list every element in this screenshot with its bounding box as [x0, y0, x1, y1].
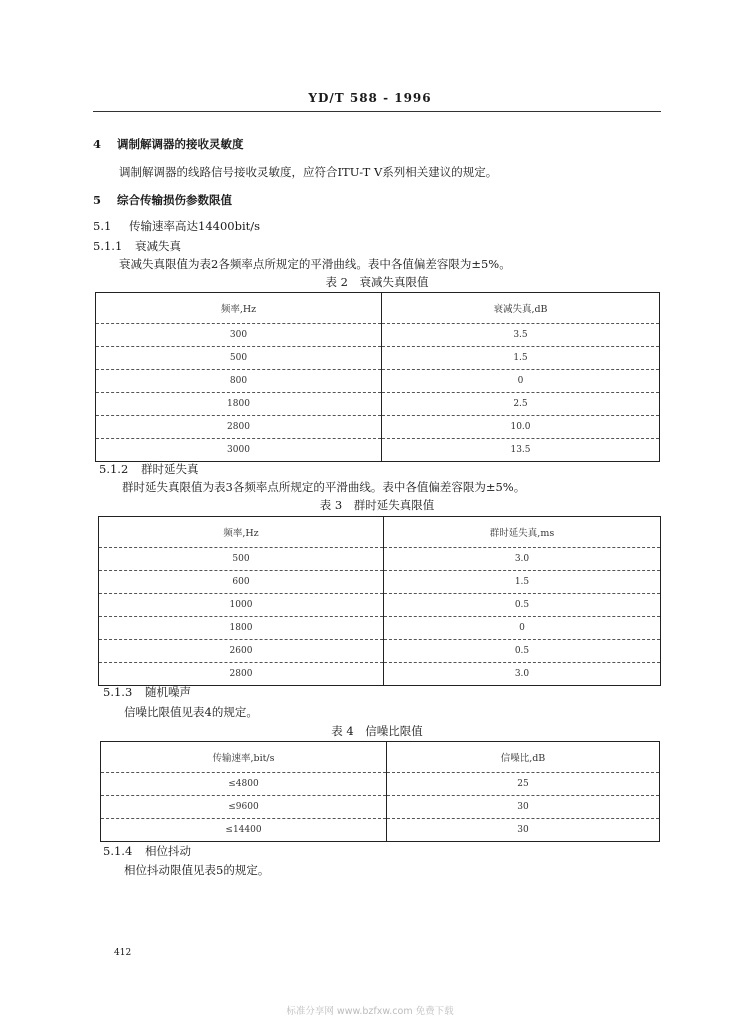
section-title: 群时延失真	[141, 462, 199, 476]
table-row	[99, 594, 661, 617]
table-cell: 500	[99, 548, 384, 571]
document-header: YD/T 588 - 1996	[308, 91, 432, 105]
section-title: 综合传输损伤参数限值	[117, 193, 232, 207]
table-2	[95, 292, 660, 462]
section-5-1-3-body: 信噪比限值见表4的规定。	[124, 705, 258, 719]
table-row	[99, 640, 661, 663]
table-cell: 600	[99, 571, 384, 594]
table-cell: 3000	[96, 439, 382, 462]
table-row	[96, 416, 660, 439]
section-5-1-4-body: 相位抖动限值见表5的规定。	[124, 863, 270, 877]
table-row	[96, 439, 660, 462]
table-row	[99, 663, 661, 686]
section-4-heading	[93, 136, 244, 152]
section-number: 5.1.2	[99, 462, 129, 476]
header-rule	[93, 111, 661, 112]
section-title: 衰减失真	[135, 239, 181, 253]
section-title: 随机噪声	[145, 685, 191, 699]
table-cell: 0	[382, 370, 660, 393]
watermark: 标准分享网 www.bzfxw.com 免费下载	[286, 1006, 454, 1017]
header-cell: 传输速率,bit/s	[101, 742, 387, 773]
header-cell: 衰减失真,dB	[493, 304, 548, 315]
section-number: 5.1.4	[103, 844, 133, 858]
table-cell: 13.5	[382, 439, 660, 462]
table-row	[99, 571, 661, 594]
table-cell: 1.5	[382, 347, 660, 370]
table-row	[99, 548, 661, 571]
page-number: 412	[114, 948, 132, 958]
table-row	[96, 393, 660, 416]
table-row	[101, 773, 660, 796]
section-number: 5	[93, 193, 102, 207]
table-cell: 25	[387, 773, 660, 796]
table-cell: 1800	[99, 617, 384, 640]
table-cell: 3.5	[382, 324, 660, 347]
section-5-heading	[93, 192, 232, 208]
table-cell: 10.0	[382, 416, 660, 439]
section-number: 4	[93, 137, 102, 151]
table-4	[100, 741, 660, 842]
table-3	[98, 516, 661, 686]
table-cell: 500	[96, 347, 382, 370]
table-header-row	[96, 293, 660, 324]
table-cell: 30	[387, 819, 660, 842]
header-cell: 信噪比,dB	[500, 753, 546, 764]
table-cell: 2800	[96, 416, 382, 439]
table-cell: 1000	[99, 594, 384, 617]
table-cell: 30	[387, 796, 660, 819]
section-5-1-2-body: 群时延失真限值为表3各频率点所规定的平滑曲线。表中各值偏差容限为±5%。	[122, 480, 526, 494]
section-title: 传输速率高达14400bit/s	[129, 219, 261, 233]
table-cell: 1.5	[384, 571, 661, 594]
header-cell: 频率,Hz	[99, 517, 384, 548]
section-4-body: 调制解调器的线路信号接收灵敏度，应符合ITU-T V系列相关建议的规定。	[119, 165, 498, 179]
table-row	[96, 370, 660, 393]
section-5-1-heading	[93, 218, 260, 234]
table-row	[101, 819, 660, 842]
table-cell: ≤9600	[101, 796, 387, 819]
section-title: 调制解调器的接收灵敏度	[117, 137, 244, 151]
section-5-1-2-heading	[99, 461, 199, 477]
section-5-1-1-body: 衰减失真限值为表2各频率点所规定的平滑曲线。表中各值偏差容限为±5%。	[119, 257, 511, 271]
section-number: 5.1	[93, 219, 112, 233]
table-row	[99, 617, 661, 640]
table-header-row	[101, 742, 660, 773]
table-4-caption: 表 4 信噪比限值	[331, 724, 423, 738]
section-5-1-4-heading	[103, 843, 191, 859]
table-cell: 0	[384, 617, 661, 640]
table-cell: 3.0	[384, 548, 661, 571]
table-cell: 1800	[96, 393, 382, 416]
table-3-caption: 表 3 群时延失真限值	[319, 498, 435, 512]
table-row	[96, 347, 660, 370]
header-cell: 频率,Hz	[96, 293, 382, 324]
section-number: 5.1.3	[103, 685, 133, 699]
table-cell: 2.5	[382, 393, 660, 416]
table-cell: 2600	[99, 640, 384, 663]
table-cell: ≤4800	[101, 773, 387, 796]
table-row	[96, 324, 660, 347]
table-cell: 2800	[99, 663, 384, 686]
table-cell: 0.5	[384, 640, 661, 663]
section-5-1-3-heading	[103, 684, 191, 700]
section-number: 5.1.1	[93, 239, 123, 253]
section-5-1-1-heading	[93, 238, 181, 254]
header-cell: 群时延失真,ms	[489, 528, 555, 539]
table-cell: 300	[96, 324, 382, 347]
table-cell: 800	[96, 370, 382, 393]
table-2-caption: 表 2 衰减失真限值	[325, 275, 429, 289]
table-cell: 0.5	[384, 594, 661, 617]
table-header-row	[99, 517, 661, 548]
table-cell: 3.0	[384, 663, 661, 686]
table-row	[101, 796, 660, 819]
section-title: 相位抖动	[145, 844, 191, 858]
table-cell: ≤14400	[101, 819, 387, 842]
